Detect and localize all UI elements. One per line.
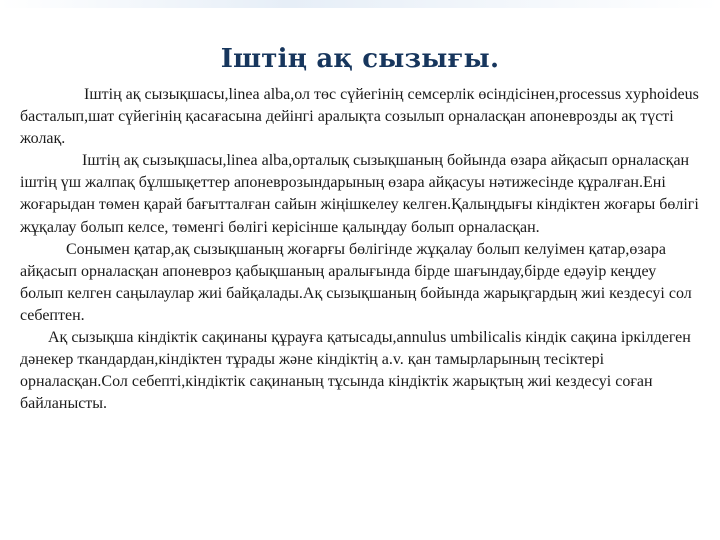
paragraph-umbilical-ring: Ақ сызықша кіндіктік сақинаны құрауға қатысады,annulus umbilicalis кіндік сақина іркілдеген дәнекер ткандардан,кіндіктен тұрады және кіндіктің a.v. қан тамырларының тесіктері орналасқан.Сол себепті,кіндіктік сақинаның тұсында кіндіктік жарықтың жиі кездесуі соған байланысты. xyxy=(20,329,691,413)
slide-top-accent xyxy=(0,0,720,8)
paragraph-linea-alba-gaps: Сонымен қатар,ақ сызықшаның жоғарғы бөлігінде жұқалау болып келуімен қатар,өзара айқасып орналасқан апоневроз қабықшаның аралығында бірде шағындау,бірде едәуір кеңдеу болып келген саңылаулар жиі байқалады.Ақ сызықшаның бойында жарықгардың жиі кездесуі сол себептен. xyxy=(20,240,692,324)
paragraph-linea-alba-structure: Іштің ақ сызықшасы,linea alba,орталық сызықшаның бойында өзара айқасып орналасқан іштің үш жалпақ бұлшықеттер апоневрозындарының өзара айқасуы нәтижесінде құралған.Ені жоғарыдан төмен қарай бағытталған сайын жіңішкелеу келген.Қалыңдығы кіндіктен жоғары бөлігі жұқалау болып келсе, төменгі бөлігі керісінше қалыңдау болып орналасқан. xyxy=(20,152,699,236)
paragraph-linea-alba-definition: Іштің ақ сызықшасы,linea alba,ол төс сүйегінің семсерлік өсіндісінен,processus xyphoideus басталып,шат сүйегінің қасағасына дейінгі аралықта созылып орналасқан апоневрозды ақ түсті жолақ. xyxy=(20,86,699,148)
slide-title: Іштің ақ сызығы. xyxy=(220,44,500,74)
slide-body xyxy=(20,84,700,415)
